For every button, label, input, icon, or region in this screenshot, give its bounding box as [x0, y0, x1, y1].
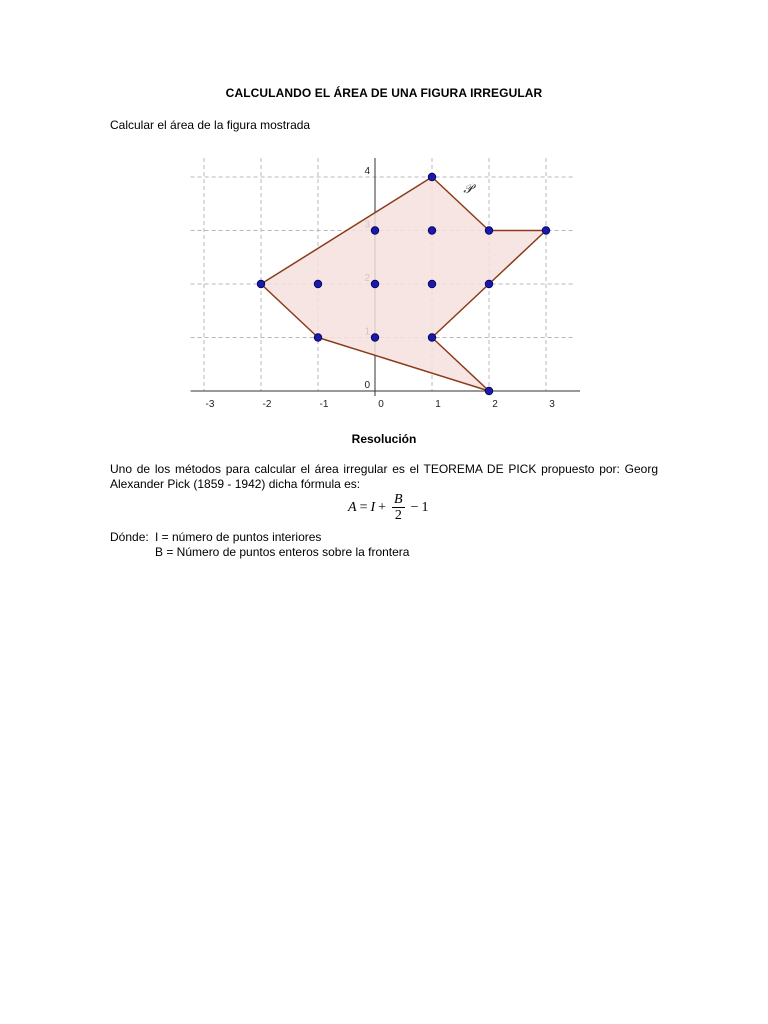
document-title: CALCULANDO EL ÁREA DE UNA FIGURA IRREGULAR	[225, 86, 543, 100]
x-tick-label: 2	[492, 399, 498, 410]
formula-one: 1	[421, 499, 429, 515]
y-tick-label: 4	[364, 166, 370, 177]
x-tick-label: -1	[319, 399, 329, 410]
lattice-point	[428, 227, 436, 235]
definition-b: B = Número de puntos enteros sobre la frontera	[155, 545, 410, 559]
lattice-point	[257, 280, 265, 288]
section-title: Resolución	[351, 432, 417, 446]
polygon-p	[261, 177, 546, 391]
formula-minus: −	[410, 499, 419, 515]
definitions-label: Dónde:	[110, 530, 149, 544]
lattice-point	[428, 173, 436, 181]
lattice-point	[428, 334, 436, 342]
fraction-numerator: B	[394, 492, 403, 507]
definitions	[110, 530, 409, 560]
lattice-point	[428, 280, 436, 288]
lattice-point	[485, 227, 493, 235]
lattice-point	[371, 334, 379, 342]
lattice-point	[371, 280, 379, 288]
fraction-denominator: 2	[394, 508, 402, 523]
formula-fraction	[392, 492, 405, 523]
intro-text: Calcular el área de la figura mostrada	[110, 118, 311, 132]
lattice-point	[542, 227, 550, 235]
x-tick-label: 3	[549, 399, 555, 410]
lattice-point	[485, 387, 493, 395]
lattice-point	[371, 227, 379, 235]
lattice-point	[314, 334, 322, 342]
formula-plus: +	[378, 499, 387, 515]
x-tick-label: -2	[262, 399, 272, 410]
pick-theorem-paragraph: Uno de los métodos para calcular el área irregular es el TEOREMA DE PICK propuesto por: Georg Alexander Pick (1859 - 1942) dicha fórmula es:	[110, 462, 658, 491]
x-tick-label: -3	[205, 399, 215, 410]
y-tick-label: 0	[364, 380, 370, 391]
pick-polygon-graph	[185, 145, 580, 420]
formula-lhs: A	[348, 499, 357, 515]
pick-formula	[348, 492, 429, 523]
lattice-point	[314, 280, 322, 288]
lattice-point	[485, 280, 493, 288]
definition-i: I = número de puntos interiores	[155, 530, 322, 544]
formula-i: I	[370, 499, 376, 515]
formula-equals: =	[359, 499, 368, 515]
x-tick-label: 1	[435, 399, 441, 410]
polygon-label: 𝒫	[463, 182, 473, 198]
x-tick-label: 0	[378, 399, 384, 410]
